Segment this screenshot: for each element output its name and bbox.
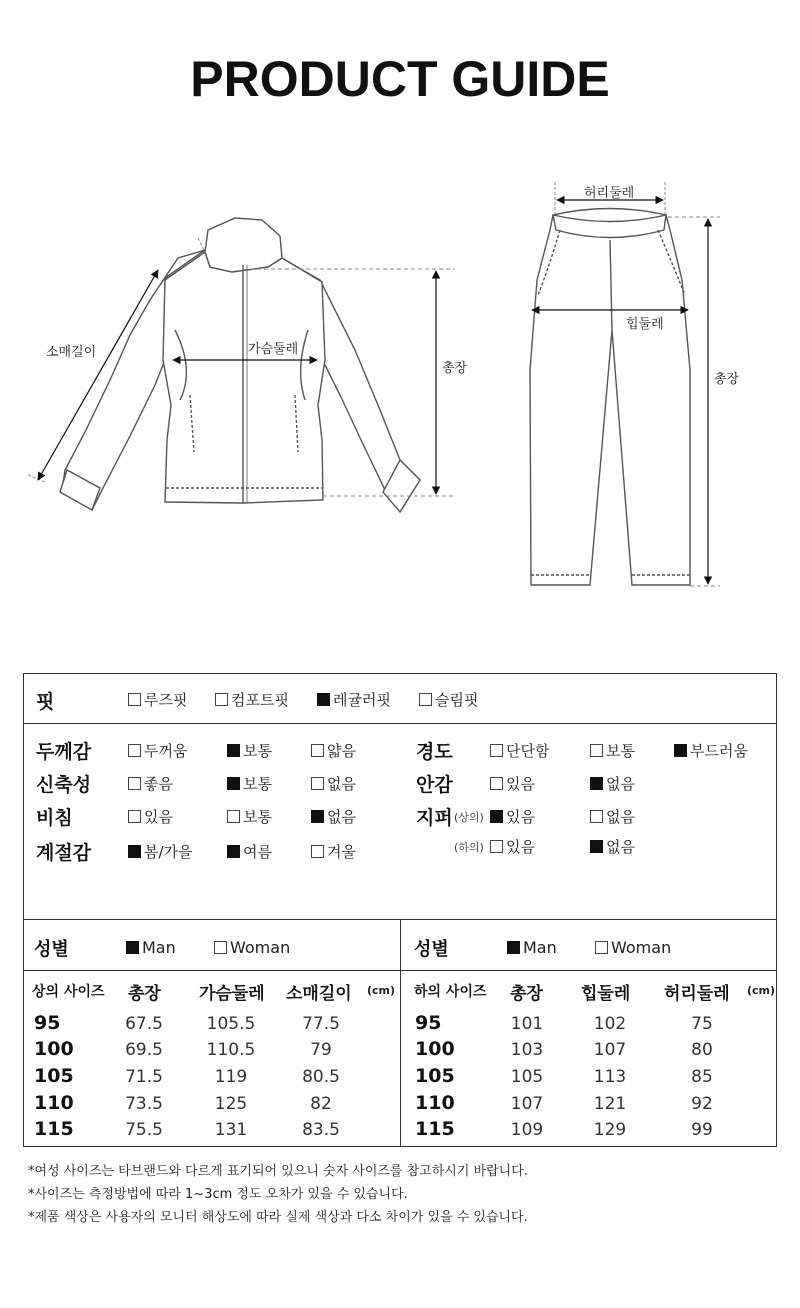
jacket-length-label: 총장 xyxy=(442,361,468,376)
page-title: PRODUCT GUIDE xyxy=(190,51,610,107)
attr-option: 없음 xyxy=(590,806,635,827)
bottom-waist-header: 허리둘레 xyxy=(664,984,730,1004)
top-length-header: 총장 xyxy=(128,984,161,1004)
bottom-size-header: 하의 사이즈 xyxy=(414,984,487,1000)
checkbox-icon xyxy=(311,777,324,790)
bottom-hip-cell: 121 xyxy=(593,1094,627,1114)
top-size-header: 상의 사이즈 xyxy=(32,984,105,1000)
note-line: *여성 사이즈는 타브랜드와 다르게 표기되어 있으니 숫자 사이즈를 참고하시기 바랍니다. xyxy=(28,1164,528,1179)
checkbox-checked-icon xyxy=(590,840,603,853)
bottom-length-cell: 109 xyxy=(510,1120,544,1140)
top-sleeve-cell: 82 xyxy=(310,1094,332,1114)
bottom-waist-cell: 85 xyxy=(691,1067,713,1087)
bottom-hip-header: 힙둘레 xyxy=(581,984,631,1004)
bottom-hip-cell: 107 xyxy=(593,1040,627,1060)
bottom-waist-cell: 99 xyxy=(691,1120,713,1140)
bottom-length-cell: 107 xyxy=(510,1094,544,1114)
season-label: 계절감 xyxy=(36,842,92,864)
checkbox-icon xyxy=(128,693,141,706)
chest-label: 가슴둘레 xyxy=(248,342,299,357)
checkbox-icon xyxy=(490,744,503,757)
checkbox-checked-icon xyxy=(590,777,603,790)
bottom-size-cell: 105 xyxy=(415,1065,455,1087)
attr-option: 얇음 xyxy=(311,740,356,761)
attr-option: 있음 xyxy=(128,806,173,827)
bottom-gender-label: 성별 xyxy=(414,939,449,960)
lining-label: 안감 xyxy=(416,774,453,796)
note-line: *제품 색상은 사용자의 모니터 해상도에 따라 실제 색상과 다소 차이가 있을 수 있습니다. xyxy=(28,1210,528,1225)
attr-option: 없음 xyxy=(590,836,635,857)
checkbox-checked-icon xyxy=(227,845,240,858)
checkbox-checked-icon xyxy=(490,810,503,823)
checkbox-icon xyxy=(490,777,503,790)
sleeve-length-label: 소매길이 xyxy=(46,345,97,360)
attr-option: 보통 xyxy=(590,740,635,761)
checkbox-checked-icon xyxy=(674,744,687,757)
attr-option: 있음 xyxy=(490,773,535,794)
top-chest-cell: 125 xyxy=(214,1094,248,1114)
hardness-label: 경도 xyxy=(416,741,453,763)
bottom-hip-cell: 129 xyxy=(593,1120,627,1140)
zipper-bottom-sub: (하의) xyxy=(454,841,484,854)
attr-option: 두꺼움 xyxy=(128,740,187,761)
garment-illustration xyxy=(0,170,800,600)
top-gender-label: 성별 xyxy=(34,939,69,960)
top-chest-header: 가슴둘레 xyxy=(199,984,265,1004)
attr-option: 없음 xyxy=(311,773,356,794)
top-length-cell: 73.5 xyxy=(125,1094,163,1114)
divider xyxy=(400,919,401,1147)
elasticity-label: 신축성 xyxy=(36,774,92,796)
checkbox-icon xyxy=(215,693,228,706)
attr-option: 있음 xyxy=(490,836,535,857)
thickness-label: 두께감 xyxy=(36,741,92,763)
checkbox-checked-icon xyxy=(128,845,141,858)
checkbox-icon xyxy=(128,777,141,790)
checkbox-checked-icon xyxy=(311,810,324,823)
checkbox-icon xyxy=(490,840,503,853)
top-chest-cell: 105.5 xyxy=(206,1014,256,1034)
attr-option: 단단함 xyxy=(490,740,549,761)
checkbox-checked-icon xyxy=(227,777,240,790)
checkbox-icon xyxy=(311,744,324,757)
attr-option: 봄/가을 xyxy=(128,841,193,862)
top-sleeve-cell: 83.5 xyxy=(302,1120,340,1140)
fit-option-regular: 레귤러핏 xyxy=(317,689,391,710)
checkbox-icon xyxy=(590,744,603,757)
bottom-unit: (cm) xyxy=(747,984,776,997)
notes xyxy=(28,1160,528,1229)
zipper-top-sub: (상의) xyxy=(454,811,484,824)
pants-length-label: 총장 xyxy=(714,372,740,387)
checkbox-icon xyxy=(590,810,603,823)
waist-label: 허리둘레 xyxy=(584,186,635,201)
checkbox-checked-icon xyxy=(507,941,520,954)
checkbox-icon xyxy=(214,941,227,954)
jacket-drawing xyxy=(60,218,420,512)
hip-label: 힙둘레 xyxy=(626,317,664,332)
bottom-size-cell: 100 xyxy=(415,1038,455,1060)
top-size-cell: 115 xyxy=(34,1118,74,1140)
checkbox-icon xyxy=(595,941,608,954)
checkbox-checked-icon xyxy=(317,693,330,706)
attr-option: 보통 xyxy=(227,740,272,761)
bottom-length-cell: 103 xyxy=(510,1040,544,1060)
top-sleeve-cell: 77.5 xyxy=(302,1014,340,1034)
checkbox-icon xyxy=(227,810,240,823)
note-line: *사이즈는 측정방법에 따라 1~3cm 정도 오차가 있을 수 있습니다. xyxy=(28,1187,408,1202)
attr-option: 보통 xyxy=(227,806,272,827)
bottom-gender-man: Man xyxy=(507,938,557,957)
fit-option-comfort: 컴포트핏 xyxy=(215,689,289,710)
attr-option: 있음 xyxy=(490,806,535,827)
bottom-length-cell: 101 xyxy=(510,1014,544,1034)
attr-option: 없음 xyxy=(311,806,356,827)
attr-option: 보통 xyxy=(227,773,272,794)
top-size-cell: 100 xyxy=(34,1038,74,1060)
bottom-waist-cell: 80 xyxy=(691,1040,713,1060)
checkbox-checked-icon xyxy=(126,941,139,954)
fit-option-loose: 루즈핏 xyxy=(128,689,187,710)
top-gender-man: Man xyxy=(126,938,176,957)
top-chest-cell: 110.5 xyxy=(206,1040,256,1060)
bottom-waist-cell: 92 xyxy=(691,1094,713,1114)
checkbox-checked-icon xyxy=(227,744,240,757)
bottom-size-cell: 95 xyxy=(415,1012,442,1034)
bottom-length-header: 총장 xyxy=(510,984,543,1004)
bottom-waist-cell: 75 xyxy=(691,1014,713,1034)
top-length-cell: 75.5 xyxy=(125,1120,163,1140)
attr-option: 좋음 xyxy=(128,773,173,794)
top-chest-cell: 131 xyxy=(214,1120,248,1140)
product-info-table xyxy=(23,673,777,1147)
top-unit: (cm) xyxy=(367,984,396,997)
attr-option: 겨울 xyxy=(311,841,356,862)
sheerness-label: 비침 xyxy=(36,807,73,829)
zipper-label: 지퍼 xyxy=(416,807,453,829)
bottom-size-cell: 110 xyxy=(415,1092,455,1114)
top-sleeve-cell: 80.5 xyxy=(302,1067,340,1087)
top-gender-woman: Woman xyxy=(214,938,290,957)
top-length-cell: 71.5 xyxy=(125,1067,163,1087)
fit-row xyxy=(24,674,776,724)
bottom-hip-cell: 113 xyxy=(593,1067,627,1087)
top-length-cell: 69.5 xyxy=(125,1040,163,1060)
checkbox-icon xyxy=(128,744,141,757)
top-size-cell: 105 xyxy=(34,1065,74,1087)
top-size-cell: 110 xyxy=(34,1092,74,1114)
pants-drawing xyxy=(530,209,690,586)
checkbox-icon xyxy=(311,845,324,858)
checkbox-icon xyxy=(128,810,141,823)
top-length-cell: 67.5 xyxy=(125,1014,163,1034)
top-sleeve-header: 소매길이 xyxy=(286,984,352,1004)
fit-label: 핏 xyxy=(36,691,55,713)
top-chest-cell: 119 xyxy=(214,1067,248,1087)
attr-option: 없음 xyxy=(590,773,635,794)
attr-option: 여름 xyxy=(227,841,272,862)
attr-option: 부드러움 xyxy=(674,740,748,761)
bottom-hip-cell: 102 xyxy=(593,1014,627,1034)
fit-option-slim: 슬림핏 xyxy=(419,689,478,710)
bottom-length-cell: 105 xyxy=(510,1067,544,1087)
bottom-gender-woman: Woman xyxy=(595,938,671,957)
top-size-cell: 95 xyxy=(34,1012,61,1034)
top-sleeve-cell: 79 xyxy=(310,1040,332,1060)
checkbox-icon xyxy=(419,693,432,706)
bottom-size-cell: 115 xyxy=(415,1118,455,1140)
